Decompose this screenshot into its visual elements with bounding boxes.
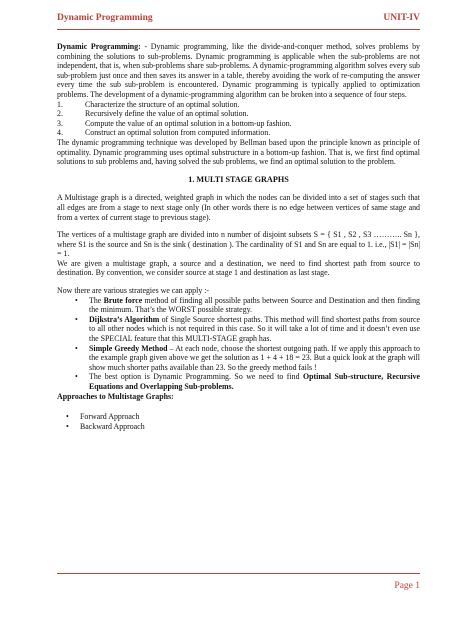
step-item [57,119,420,129]
strategy-pre: The [89,295,104,305]
definition-paragraph: A Multistage graph is a directed, weighted graph in which the nodes can be divided into a set of stages such that all edges are from a stage to next stage only (In other words there is no edge between vertices of same stage and from a vertex of current stage to previous stage). [57,193,420,222]
step-text: Compute the value of an optimal solution in a bottom-up fashion. [85,118,292,128]
strategies-intro: Now there are various strategies we can apply :- [57,286,210,296]
intro-text: - Dynamic programming, like the divide-and-conquer method, solves problems by combining the solutions to sub-problems. Dynamic programming is applicable when the sub-problems are not independent, that is, when sub-problems share sub-problems. A dynamic-programming algorithm solves every sub sub-problem just once and then saves its answer in a table, thereby avoiding the work of re-computing the answer every time the sub sub-problem is encountered. Dynamic programming is typically applied to optimization problems. The development of a dynamic-programming algorithm can be broken into a sequence of four steps. [57,42,420,99]
strategy-post: – At each node, choose the shortest outgoing path. If we apply this approach to the example graph given above we get the solution as 1 + 4 + 18 = 23. But a quick look at the graph will show much shorter paths available than 23. So the greedy method fails ! [89,343,420,372]
strategy-post: method of finding all possible paths between Source and Destination and then finding the minimum. That’s the WORST possible strategy. [89,295,420,315]
approaches-title: Approaches to Multistage Graphs: [57,391,174,401]
step-number: 2. [57,109,63,119]
approach-item: • Forward Approach [66,412,420,422]
footer-rule [57,573,420,574]
header-title: Dynamic Programming [57,13,153,23]
strategies-list [57,296,420,392]
strategy-item [75,296,420,315]
step-number: 1. [57,99,63,109]
page-number: Page 1 [394,581,420,591]
intro-term: Dynamic Programming: [57,42,141,51]
page-header [57,13,420,23]
vertices-paragraph: The vertices of a multistage graph are divided into n number of disjoint subsets S = { S1 , S2 , S3 ……….. Sn }, where S1 is the source and Sn is the sink ( destination ). The cardinality of S1 and Sn are equal to 1. i.e., |S1| = |Sn| = 1. [57,230,420,259]
step-item [57,100,420,110]
strategy-bold: Optimal Sub-structure, Recursive Equations and Overlapping Sub-problems. [89,372,420,391]
step-text: Construct an optimal solution from computed information. [85,128,271,138]
strategy-bold: Simple Greedy Method [89,343,168,353]
strategy-post: of Single Source shortest paths. This method will find shortest paths from source to all other nodes which is not required in this case. So it will take a lot of time and it doesn’t even use the SPECIAL feature that this MULTI-STAGE graph has. [89,314,420,344]
strategy-bold: Brute force [103,295,143,305]
step-item [57,109,420,119]
intro-paragraph [57,42,420,100]
strategy-item [75,315,420,344]
approaches-list [57,412,420,431]
strategy-item [75,344,420,373]
steps-list [57,100,420,138]
section-title: 1. MULTI STAGE GRAPHS [188,174,289,184]
step-item [57,128,420,138]
header-unit: UNIT-IV [383,13,420,23]
document-body [57,42,420,431]
strategy-pre: The best option is Dynamic Programming. So we need to find [89,372,303,382]
given-paragraph: We are given a multistage graph, a source and a destination, we need to find shortest path from source to destination. By convention, we consider source at stage 1 and destination as last stage. [57,258,420,278]
bellman-paragraph: The dynamic programming technique was developed by Bellman based upon the principle known as principle of optimality. Dynamic programming uses optimal substructure in a bottom-up fashion. That is, we first find optimal solutions to sub problems and, having solved the sub problems, we find an optimal solution to the problem. [57,137,420,167]
step-text: Characterize the structure of an optimal solution. [85,99,240,109]
strategy-bold: Dijkstra’s Algorithm [89,314,160,324]
strategy-item [75,372,420,391]
step-number: 3. [57,118,63,128]
step-number: 4. [57,128,63,138]
step-text: Recursively define the value of an optimal solution. [85,109,249,119]
approach-item: • Backward Approach [66,422,420,432]
header-rule [57,29,420,30]
